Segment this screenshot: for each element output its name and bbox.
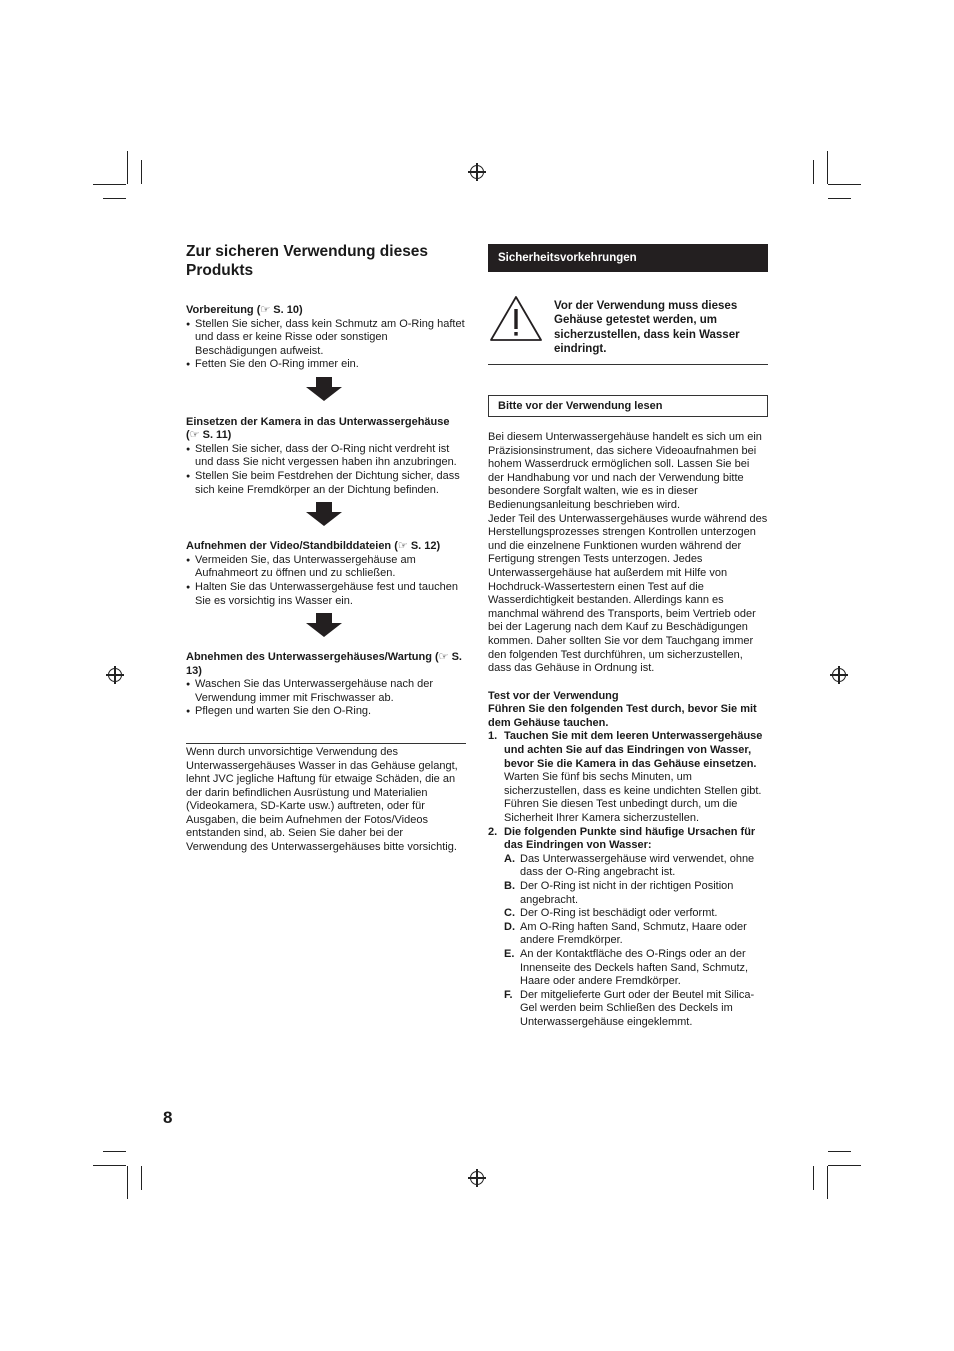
list-item: 1. Tauchen Sie mit dem leeren Unterwassergehäuse und achten Sie auf das Eindringen von Wasser, bevor Sie die Kamera in das Gehäuse einsetzen. Warten Sie fünf bis sechs Minuten, um sicherzustellen, dass es keine undichten Stellen gibt. Führen Sie diesen Test unbedingt durch, um die Sicherheit Ihrer Kamera sicherzustellen. [488, 730, 763, 825]
crop-mark [813, 1166, 814, 1190]
quality-paragraph: Jeder Teil des Unterwassergehäuses wurde während des Herstellungsprozesses strengen Kontrollen unterzogen und die einzelnene Funktionen wurden während der Fertigung strengen Tests unterzogen. Jedes Unterwassergehäuse hat außerdem mit Hilfe von Hochdruck-Wassertestern einen Test auf die Wasserdichtigkeit bestanden. Allerdings kann es manchmal während des Transports, beim Vertrieb oder bei der Lagerung nach dem Kauf zu Beschädigungen kommen. Daher sollten Sie vor dem Tauchgang immer den folgenden Test durchführen, um sicherzustellen, dass das Gehäuse in Ordnung ist. [488, 512, 768, 675]
pointing-hand-icon: ☞ [438, 651, 449, 664]
crop-mark [103, 198, 126, 199]
list-item: ● Fetten Sie den O-Ring immer ein. [186, 358, 466, 372]
list-item: C. Der O-Ring ist beschädigt oder verformt. [504, 907, 718, 920]
step-preparation [186, 304, 466, 401]
step-heading: Einsetzen der Kamera in das Unterwassergehäuse (☞ S. 11) [186, 415, 450, 442]
test-title: Test vor der Verwendung [488, 689, 619, 702]
down-arrow-icon [306, 377, 342, 401]
list-item: ● Halten Sie das Unterwassergehäuse fest und tauchen Sie es vorsichtig ins Wasser ein. [186, 581, 466, 608]
crop-mark [828, 198, 851, 199]
crop-mark [93, 184, 126, 185]
pointing-hand-icon: ☞ [397, 540, 408, 553]
crop-mark [813, 160, 814, 184]
step-heading: Abnehmen des Unterwassergehäuses/Wartung (☞ S. 13) [186, 651, 462, 677]
step-heading: Vorbereitung (☞ S. 10) [186, 304, 303, 316]
registration-mark-icon [470, 165, 484, 179]
step-removal-maintenance [186, 651, 466, 719]
crop-mark [828, 184, 861, 185]
right-column [488, 244, 768, 1030]
left-column [186, 242, 466, 855]
list-item: 2. Die folgenden Punkte sind häufige Ursachen für das Eindringen von Wasser: A. Das Unterwassergehäuse wird verwendet, ohne dass der O-Ring angebracht ist. B. Der O-Ring ist nicht in der richtigen Position angebracht. C. Der O-Ring ist beschädigt oder verformt. D. Am O-Ring haften Sand, Schmutz, Haare oder andere Fremdkörper. E. An der Kontaktfläche des O-Rings oder an der Innenseite des Deckels haften Sand, Schmutz, Haare oder andere Fremdkörper. F. Der mitgelieferte Gurt oder der Beutel mit Silica-Gel werden beim Schließen des Deckels im Unterwassergehäuse eingeklemmt. [488, 826, 768, 1030]
warning-text: Vor der Verwendung muss dieses Gehäuse getestet werden, um sicherzustellen, dass kein Wasser eindringt. [554, 300, 740, 356]
read-before-use-heading: Bitte vor der Verwendung lesen [488, 395, 768, 417]
registration-mark-icon [832, 668, 846, 682]
bullet-list [186, 678, 466, 719]
list-item: ● Vermeiden Sie, das Unterwassergehäuse am Aufnahmeort zu öffnen und zu schließen. [186, 554, 466, 581]
divider [186, 743, 466, 744]
list-item: ● Stellen Sie sicher, dass der O-Ring nicht verdreht ist und dass Sie nicht vergessen haben ihn anzubringen. [186, 443, 466, 470]
crop-mark [127, 151, 128, 184]
list-item: ● Stellen Sie beim Festdrehen der Dichtung sicher, dass sich keine Fremdkörper an der Dichtung befinden. [186, 470, 466, 497]
list-item: B. Der O-Ring ist nicht in der richtigen Position angebracht. [504, 880, 734, 906]
crop-mark [827, 1166, 828, 1199]
test-intro: Führen Sie den folgenden Test durch, bevor Sie mit dem Gehäuse tauchen. [488, 703, 757, 729]
step-recording [186, 540, 466, 637]
disclaimer-text: Wenn durch unvorsichtige Verwendung des Unterwassergehäuses Wasser in das Gehäuse gelangt, lehnt JVC jegliche Haftung für etwaige Schäden, die an der darin befindlichen Ausrüstung und Materialien (Videokamera, SD-Karte usw.) auftreten, oder für Ausgaben, die beim Aufnehmen der Fotos/Videos entstanden sind, ab. Seien Sie daher bei der Verwendung des Unterwassergehäuses bitte vorsichtig. [186, 745, 458, 854]
list-item: D. Am O-Ring haften Sand, Schmutz, Haare oder andere Fremdkörper. [504, 920, 747, 947]
crop-mark [828, 1165, 861, 1166]
section-title-bar: Sicherheitsvorkehrungen [488, 244, 768, 272]
divider [488, 364, 768, 365]
test-steps [488, 730, 768, 1029]
page-number: 8 [163, 1108, 173, 1127]
crop-mark [827, 151, 828, 184]
step-heading: Aufnehmen der Video/Standbilddateien (☞ S. 12) [186, 540, 441, 553]
pointing-hand-icon: ☞ [189, 429, 200, 442]
bullet-list [186, 443, 466, 497]
crop-mark [93, 1165, 126, 1166]
crop-mark [103, 1151, 126, 1152]
list-item: ● Waschen Sie das Unterwassergehäuse nach der Verwendung immer mit Frischwasser ab. [186, 678, 466, 705]
warning-block [488, 294, 768, 364]
list-item: F. Der mitgelieferte Gurt oder der Beutel mit Silica-Gel werden beim Schließen des Deckels im Unterwassergehäuse eingeklemmt. [504, 988, 755, 1028]
intro-paragraph: Bei diesem Unterwassergehäuse handelt es sich um ein Präzisionsinstrument, das sichere Videoaufnahmen bei hohem Wasserdruck ermöglichen soll. Lassen Sie bei der Handhabung vor und nach der Verwendung bitte besondere Sorgfalt walten, wie es in dieser Bedienungsanleitung beschrieben wird. [488, 431, 762, 511]
list-item: ● Stellen Sie sicher, dass kein Schmutz am O-Ring haftet und dass er keine Risse oder sonstigen Beschädigungen aufweist. [186, 318, 466, 359]
causes-list [504, 853, 768, 1030]
crop-mark [828, 1151, 851, 1152]
down-arrow-icon [306, 502, 342, 526]
crop-mark [141, 160, 142, 184]
page-title: Zur sicheren Verwendung dieses Produkts [186, 243, 429, 279]
crop-mark [127, 1166, 128, 1199]
registration-mark-icon [108, 668, 122, 682]
warning-triangle-icon [488, 294, 544, 344]
down-arrow-icon [306, 613, 342, 637]
crop-mark [141, 1166, 142, 1190]
list-item: E. An der Kontaktfläche des O-Rings oder an der Innenseite des Deckels haften Sand, Schmutz, Haare oder andere Fremdkörper. [504, 947, 749, 988]
bullet-list [186, 554, 466, 608]
list-item: ● Pflegen und warten Sie den O-Ring. [186, 705, 466, 719]
registration-mark-icon [470, 1171, 484, 1185]
pointing-hand-icon: ☞ [260, 304, 271, 316]
list-item: A. Das Unterwassergehäuse wird verwendet, ohne dass der O-Ring angebracht ist. [504, 852, 755, 879]
step-insert-camera [186, 416, 466, 526]
bullet-list [186, 318, 466, 372]
